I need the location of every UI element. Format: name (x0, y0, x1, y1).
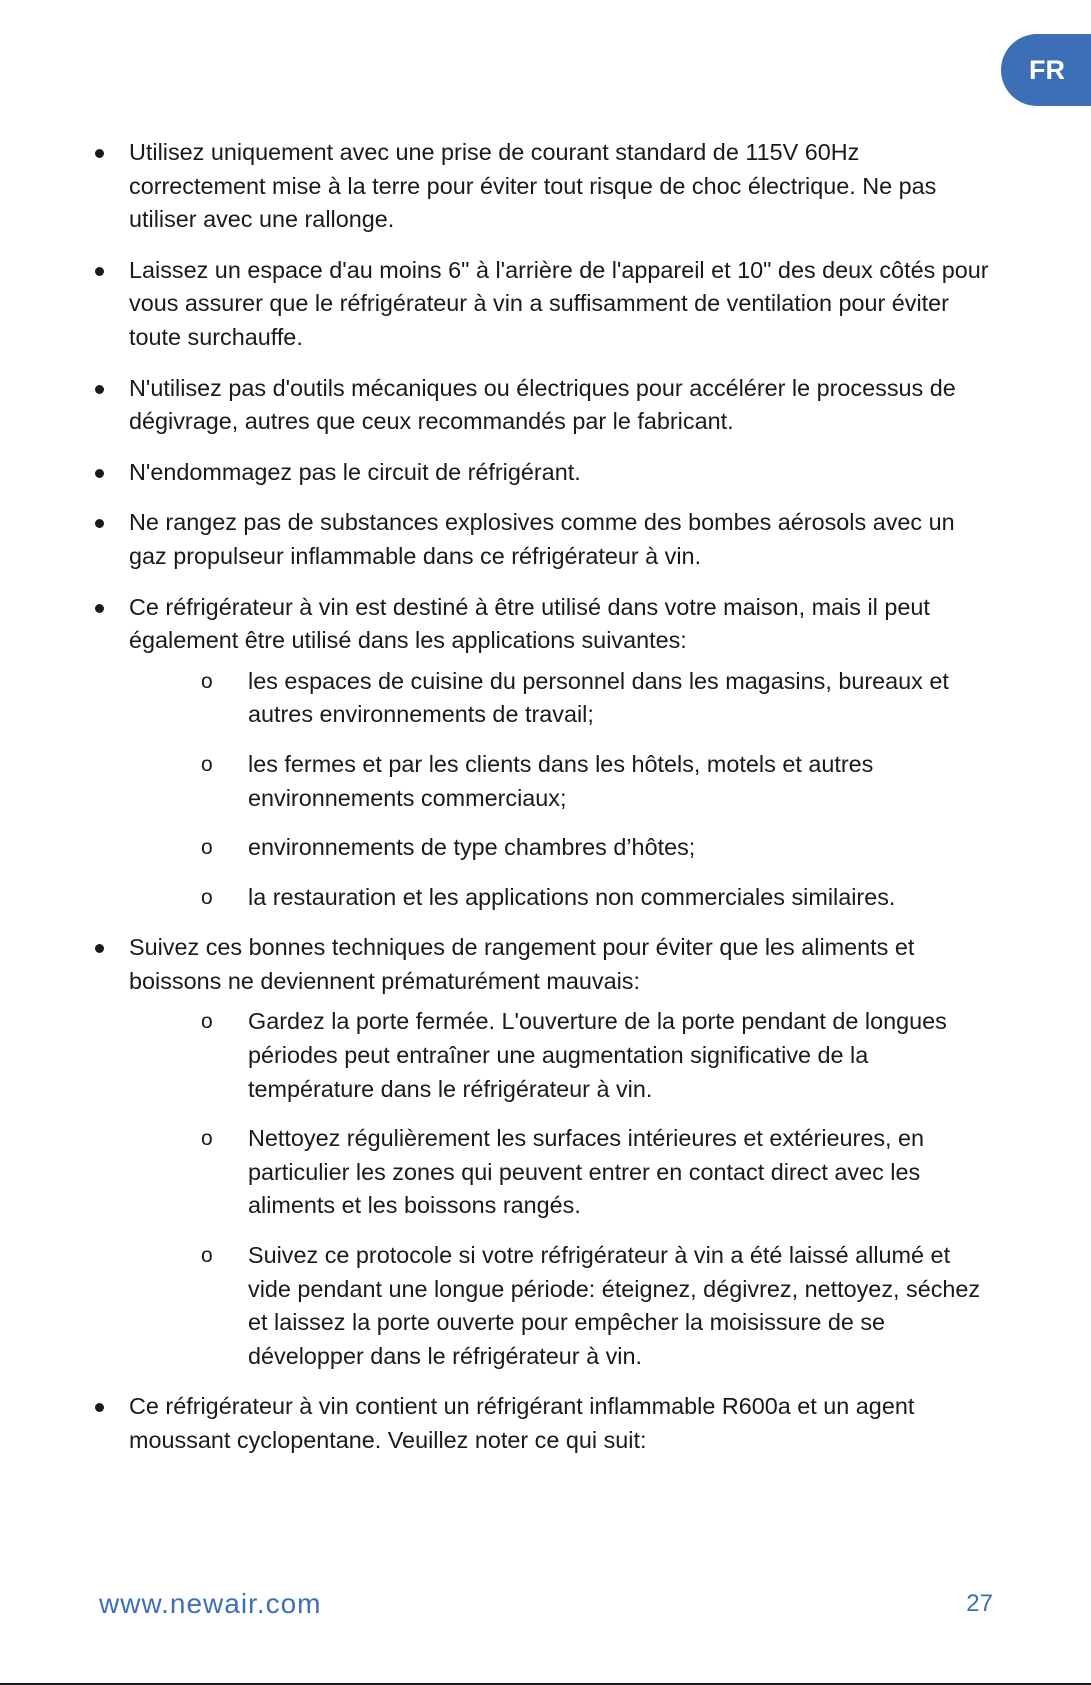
bullet-text: N'endommagez pas le circuit de réfrigérant. (129, 458, 581, 485)
bullet-text: Ne rangez pas de substances explosives comme des bombes aérosols avec un gaz propulseur inflammable dans ce réfrigérateur à vin. (129, 509, 955, 569)
sub-list-item: o les espaces de cuisine du personnel dans les magasins, bureaux et autres environnements de travail; (129, 665, 995, 732)
sub-list (129, 1005, 995, 1373)
bullet-text: Ce réfrigérateur à vin contient un réfrigérant inflammable R600a et un agent moussant cyclopentane. Veuillez noter ce qui suit: (129, 1393, 915, 1453)
bullet-item (95, 506, 995, 573)
sub-list (129, 665, 995, 915)
bullet-text: Suivez ces bonnes techniques de rangement pour éviter que les aliments et boissons ne deviennent prématurément mauvais: (129, 934, 915, 994)
sub-list-item: o Gardez la porte fermée. L'ouverture de la porte pendant de longues périodes peut entraîner une augmentation significative de la température dans le réfrigérateur à vin. (129, 1005, 995, 1106)
bullet-item (95, 591, 995, 915)
sub-list-item: o Suivez ce protocole si votre réfrigérateur à vin a été laissé allumé et vide pendant une longue période: éteignez, dégivrez, nettoyez, séchez et laissez la porte ouverte pour empêcher la moisissure de se développer dans le réfrigérateur à vin. (129, 1239, 995, 1373)
language-tab: FR (1001, 34, 1091, 106)
sub-list-item: o la restauration et les applications non commerciales similaires. (129, 881, 995, 915)
bullet-item (95, 456, 995, 490)
bullet-text: Ce réfrigérateur à vin est destiné à être utilisé dans votre maison, mais il peut également être utilisé dans les applications suivantes: (129, 593, 930, 654)
safety-instructions-list (95, 136, 995, 1475)
bullet-text: N'utilisez pas d'outils mécaniques ou électriques pour accélérer le processus de dégivrage, autres que ceux recommandés par le fabricant. (129, 374, 956, 435)
sub-list-item: o environnements de type chambres d’hôtes; (129, 831, 995, 865)
bullet-text: Laissez un espace d'au moins 6" à l'arrière de l'appareil et 10" des deux côtés pour vous assurer que le réfrigérateur à vin a suffisamment de ventilation pour éviter toute surchauffe. (129, 256, 989, 350)
bullet-item (95, 931, 995, 1373)
sub-list-item: o Nettoyez régulièrement les surfaces intérieures et extérieures, en particulier les zones qui peuvent entrer en contact direct avec les aliments et les boissons rangés. (129, 1122, 995, 1223)
page-number: 27 (966, 1590, 993, 1617)
bullet-item (95, 1390, 995, 1457)
sub-list-item: o les fermes et par les clients dans les hôtels, motels et autres environnements commerciaux; (129, 748, 995, 815)
bullet-item (95, 372, 995, 439)
bullet-item (95, 254, 995, 355)
bullet-text: Utilisez uniquement avec une prise de courant standard de 115V 60Hz correctement mise à la terre pour éviter tout risque de choc électrique. Ne pas utiliser avec une rallonge. (129, 139, 937, 233)
bullet-item (95, 136, 995, 237)
footer-website-link[interactable]: www.newair.com (99, 1588, 322, 1619)
